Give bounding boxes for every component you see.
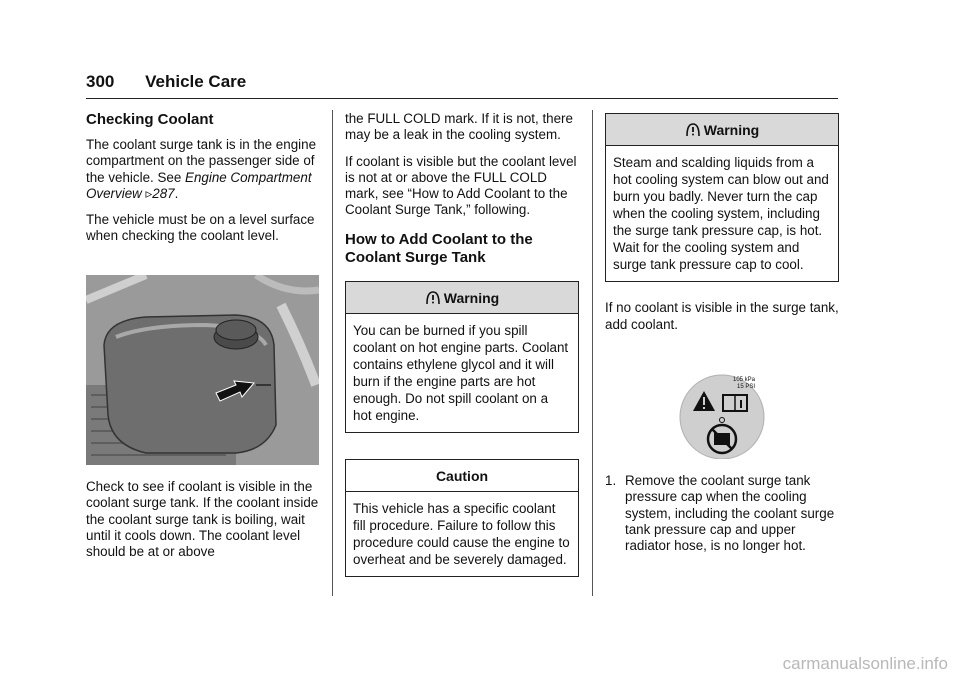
warning-box [605,113,839,282]
step-text: Remove the coolant surge tank pressure cap when the cooling system, including the coolant surge tank pressure cap and upper radiator hose, is no longer hot. [625,473,835,554]
caution-title: Caution [346,460,578,492]
cap-psi-label: 15 PSI [737,383,756,390]
paragraph: If no coolant is visible in the surge tank, add coolant. [605,300,839,332]
page-header [86,72,246,92]
paragraph: Check to see if coolant is visible in the coolant surge tank. If the coolant inside the coolant surge tank is boiling, wait until it cools down. The coolant level should be at or above [86,479,319,560]
cap-kpa-label: 105 kPa [733,376,756,383]
page-reference[interactable]: 287 [152,185,175,201]
column-divider [332,110,333,596]
heading-add-coolant: How to Add Coolant to the Coolant Surge Tank [345,230,533,266]
warning-icon [425,290,441,306]
header-rule [86,98,838,99]
column-3 [605,113,839,555]
heading-checking-coolant: Checking Coolant [86,111,214,128]
column-divider [592,110,593,596]
warning-body: You can be burned if you spill coolant on hot engine parts. Coolant contains ethylene glycol and it will burn if the engine parts are hot enough. Do not spill coolant on a hot engine. [353,323,569,424]
warning-box [345,281,579,433]
page-number: 300 [86,72,115,91]
warning-icon [685,122,701,138]
pressure-cap-icon [675,371,769,459]
caution-body: This vehicle has a specific coolant fill procedure. Failure to follow this procedure could cause the engine to overheat and be severely damaged. [353,501,570,568]
watermark: carmanualsonline.info [782,654,948,673]
cross-reference-link[interactable]: Engine Compartment Overview [86,169,312,201]
warning-title: Warning [346,282,578,314]
paragraph: The vehicle must be on a level surface when checking the coolant level. [86,212,315,244]
paragraph: If coolant is visible but the coolant level is not at or above the FULL COLD mark, see “How to Add Coolant to the Coolant Surge Tank,” following. [345,153,577,218]
paragraph: The coolant surge tank is in the engine compartment on the passenger side of the vehicle. See Engine Compartment Overview ▹287. [86,137,317,201]
paragraph: the FULL COLD mark. If it is not, there may be a leak in the cooling system. [345,111,573,143]
column-1 [86,111,322,571]
coolant-tank-photo [86,275,319,465]
section-title: Vehicle Care [145,72,247,91]
page-ref-icon: ▹ [145,185,153,201]
step-number: 1. [605,473,617,489]
column-2 [345,111,579,603]
warning-body: Steam and scalding liquids from a hot cooling system can blow out and burn you badly. Never turn the cap when the cooling system, including the surge tank pressure cap, is hot. Wait for the cooling system and surge tank pressure cap to cool. [613,155,829,273]
caution-box [345,459,579,577]
warning-title: Warning [606,114,838,146]
list-item [605,473,839,554]
